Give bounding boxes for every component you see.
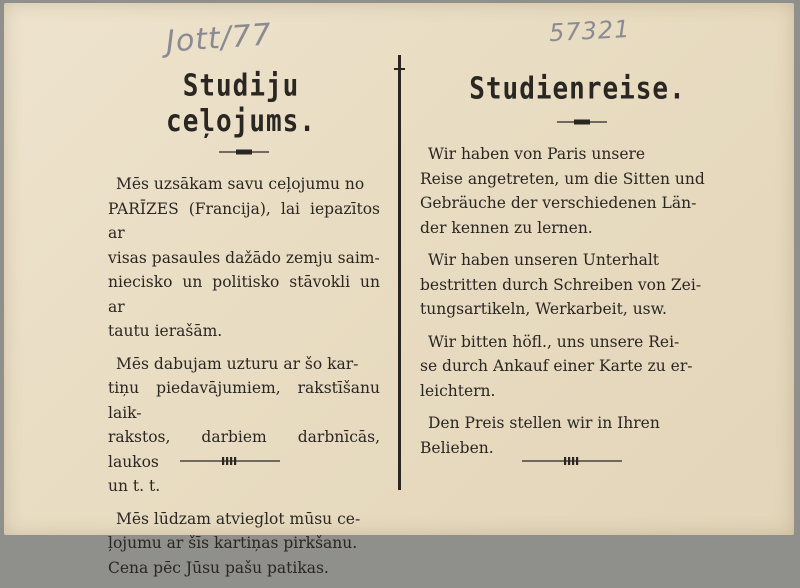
latvian-paragraph [108,507,380,581]
latvian-body [108,172,380,580]
german-body [420,142,725,460]
text-line: leichtern. [420,381,496,400]
latvian-paragraph [108,352,380,499]
text-line: bestritten durch Schreiben von Zei- [420,275,702,294]
german-column [420,71,725,468]
text-line: Reise angetreten, um die Sitten und [420,169,705,188]
german-paragraph [420,330,725,404]
title-ornament-icon [557,118,607,126]
text-line: Belieben. [420,438,494,457]
text-line: Mēs lūdzam atvieglot mūsu ce- [116,509,361,528]
text-line: rakstos, darbiem darbnīcās, laukos [108,428,380,471]
handwritten-note: Jott/77 [164,17,274,60]
text-line: tungsartikeln, Werkarbeit, usw. [420,300,667,318]
latvian-title: Studiju ceļojums. [166,68,316,140]
latvian-paragraph [108,172,380,344]
text-line: visas pasaules dažādo zemju saim- [108,248,380,267]
text-line: PARĪZES (Francija), lai iepazītos ar [108,199,380,242]
text-line: Gebräuche der verschiedenen Län- [420,194,697,212]
bottom-ornament-icon [180,454,280,468]
center-divider [398,55,401,490]
text-line: der kennen zu lernen. [420,218,593,237]
text-line: Mēs dabujam uzturu ar šo kar- [116,354,359,373]
text-line: ļojumu ar šīs kartiņas pirkšanu. [108,534,358,552]
text-line: Wir bitten höfl., uns unsere Rei- [428,332,680,351]
latvian-column [108,68,380,588]
divider-cap [394,68,405,70]
german-paragraph [420,248,725,322]
german-paragraph [420,142,725,240]
text-line: se durch Ankauf einer Karte zu er- [420,357,693,375]
text-line: Wir haben unseren Unterhalt [428,251,660,269]
german-paragraph [420,411,725,460]
german-title: Studienreise. [469,71,686,107]
bottom-ornament-icon [522,454,622,468]
text-line: Cena pēc Jūsu pašu patikas. [108,558,329,577]
title-ornament-icon [219,148,269,156]
text-line: niecisko un politisko stāvokli un ar [108,273,380,316]
text-line: Wir haben von Paris unsere [428,145,646,163]
text-line: tiņu piedavājumiem, rakstīšanu laik- [108,379,380,422]
text-line: Den Preis stellen wir in Ihren [428,414,660,432]
text-line: un t. t. [108,477,161,495]
text-line: tautu ierašām. [108,322,223,340]
handwritten-number: 57321 [548,14,632,48]
text-line: Mēs uzsākam savu ceļojumu no [116,175,365,193]
